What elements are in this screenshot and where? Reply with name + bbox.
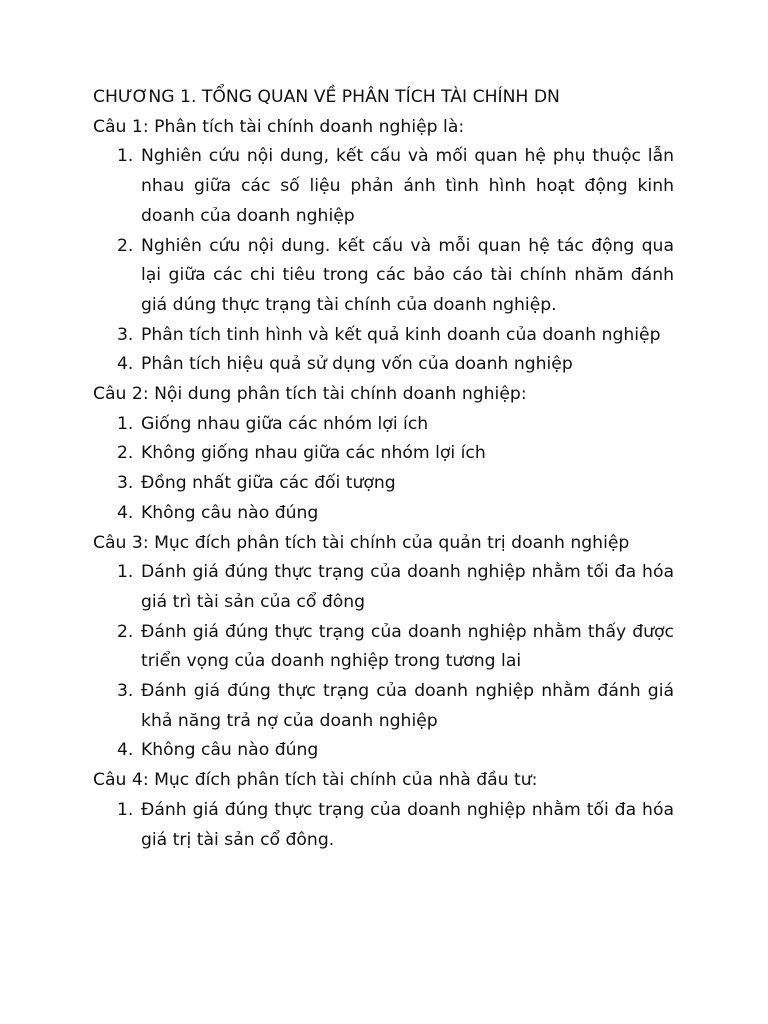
answer-number: 2. bbox=[117, 621, 134, 642]
answer-text: Đồng nhất giữa các đối tượng bbox=[141, 473, 396, 494]
answer-item bbox=[93, 796, 674, 855]
answer-text: Phân tích tinh hình và kết quả kinh doanh của doanh nghiệp bbox=[141, 324, 661, 345]
answer-item bbox=[93, 142, 674, 231]
answer-item bbox=[93, 677, 674, 736]
answer-list bbox=[93, 142, 674, 380]
answer-number: 2. bbox=[117, 443, 134, 464]
answer-list bbox=[93, 796, 674, 855]
answer-number: 4. bbox=[117, 502, 134, 523]
chapter-title: CHƯƠNG 1. TỔNG QUAN VỀ PHÂN TÍCH TÀI CHÍNH DN bbox=[93, 87, 560, 107]
answer-number: 1. bbox=[117, 413, 134, 434]
answer-text: Không câu nào đúng bbox=[141, 740, 319, 761]
question-block-3 bbox=[93, 529, 674, 767]
question-block-2 bbox=[93, 380, 674, 529]
answer-text: Không giống nhau giữa các nhóm lợi ích bbox=[141, 443, 486, 464]
answer-number: 4. bbox=[117, 354, 134, 375]
answer-text: Phân tích hiệu quả sử dụng vốn của doanh nghiệp bbox=[141, 354, 573, 375]
question-prompt: Câu 2: Nội dung phân tích tài chính doanh nghiệp: bbox=[93, 384, 527, 405]
answer-text: Không câu nào đúng bbox=[141, 502, 319, 523]
answer-text: Nghiên cứu nội dung. kết cấu và mỗi quan hệ tác động qua lại giữa các chi tiêu trong các bảo cáo tài chính nhăm đánh giá dúng thực trạng tài chính của doanh nghiệp. bbox=[141, 235, 674, 315]
answer-item bbox=[93, 439, 674, 469]
question-prompt: Câu 1: Phân tích tài chính doanh nghiệp là: bbox=[93, 116, 465, 137]
answer-item bbox=[93, 469, 674, 499]
question-block-4 bbox=[93, 766, 674, 855]
answer-number: 4. bbox=[117, 740, 134, 761]
question-block-1 bbox=[93, 113, 674, 380]
answer-list bbox=[93, 410, 674, 529]
answer-text: Đánh giá đúng thực trạng của doanh nghiệp nhằm thấy được triển vọng của doanh nghiệp trong tương lai bbox=[141, 621, 674, 672]
answer-number: 1. bbox=[117, 562, 134, 583]
answer-number: 1. bbox=[117, 146, 134, 167]
answer-text: Đánh giá đúng thực trạng của doanh nghiệp nhằm đánh giá khả năng trả nợ của doanh nghiệp bbox=[141, 681, 674, 731]
answer-text: Dánh giá đúng thực trạng của doanh nghiệp nhằm tối đa hóa giá trì tài sản của cổ đông bbox=[141, 562, 674, 612]
question-prompt: Câu 4: Mục đích phân tích tài chính của nhà đầu tư: bbox=[93, 770, 538, 791]
answer-number: 3. bbox=[117, 681, 134, 702]
answer-number: 2. bbox=[117, 235, 134, 256]
answer-item bbox=[93, 232, 674, 321]
question-prompt: Câu 3: Mục đích phân tích tài chính của quản trị doanh nghiệp bbox=[93, 532, 630, 553]
answer-item bbox=[93, 736, 674, 766]
answer-text: Giống nhau giữa các nhóm lợi ích bbox=[141, 413, 429, 434]
answer-item bbox=[93, 499, 674, 529]
answer-number: 3. bbox=[117, 324, 134, 345]
answer-number: 1. bbox=[117, 799, 134, 820]
answer-item bbox=[93, 410, 674, 440]
answer-text: Đánh giá đúng thực trạng của doanh nghiệp nhằm tối đa hóa giá trị tài sản cổ đông. bbox=[141, 799, 674, 850]
answer-item bbox=[93, 321, 674, 351]
answer-item bbox=[93, 350, 674, 380]
answer-item bbox=[93, 558, 674, 617]
answer-item bbox=[93, 618, 674, 677]
answer-text: Nghiên cứu nội dung, kết cấu và mối quan hệ phụ thuộc lẫn nhau giữa các số liệu phản ánh tình hình hoạt động kinh doanh của doanh nghiệp bbox=[141, 146, 674, 226]
answer-number: 3. bbox=[117, 473, 134, 494]
answer-list bbox=[93, 558, 674, 766]
